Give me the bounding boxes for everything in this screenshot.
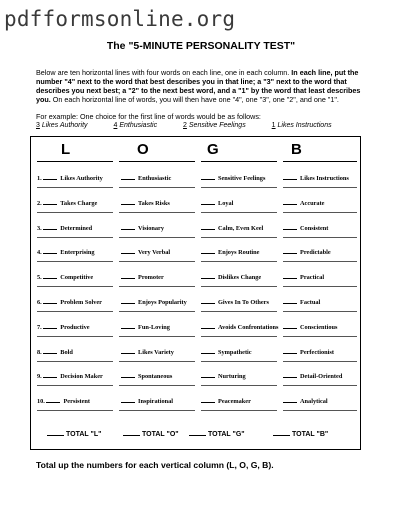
- word-cell: [201, 249, 259, 256]
- word-cell: [121, 299, 187, 306]
- word-cell: [201, 349, 252, 356]
- word-label: Enjoys Routine: [218, 249, 260, 257]
- word-label: Gives In To Others: [218, 299, 269, 306]
- row-line: [283, 187, 357, 188]
- score-blank[interactable]: [201, 229, 215, 230]
- instructions-part1: Below are ten horizontal lines with four words on each line, one in each column.: [36, 68, 290, 77]
- row-line: [37, 410, 113, 411]
- word-label: Consistent: [300, 224, 329, 232]
- word-label: Sensitive Feelings: [218, 175, 266, 182]
- score-blank[interactable]: [283, 353, 297, 354]
- score-blank[interactable]: [201, 377, 215, 378]
- score-blank[interactable]: [283, 253, 297, 254]
- word-cell: [37, 175, 103, 182]
- row-line: [283, 336, 357, 337]
- score-blank[interactable]: [121, 179, 135, 180]
- row-line: [37, 286, 113, 287]
- row-number: 3.: [37, 224, 44, 232]
- score-blank[interactable]: [121, 229, 135, 230]
- row-line: [201, 237, 277, 238]
- word-cell: [201, 299, 269, 306]
- word-cell: [283, 225, 328, 232]
- word-cell: [283, 299, 320, 306]
- score-blank[interactable]: [121, 353, 135, 354]
- word-label: Visionary: [138, 224, 165, 232]
- row-line: [283, 410, 357, 411]
- row-line: [119, 261, 195, 262]
- row-number: 1.: [37, 175, 44, 182]
- score-blank[interactable]: [201, 353, 215, 354]
- score-blank[interactable]: [43, 204, 57, 205]
- word-cell: [283, 398, 328, 405]
- score-blank[interactable]: [121, 328, 135, 329]
- header-line: [201, 161, 277, 162]
- score-blank[interactable]: [43, 229, 57, 230]
- table-row: [31, 218, 360, 243]
- word-label: Practical: [300, 274, 325, 282]
- row-number: 2.: [37, 199, 44, 207]
- score-blank[interactable]: [43, 253, 57, 254]
- row-line: [283, 237, 357, 238]
- example-item: 4 Enthusiastic: [113, 122, 158, 129]
- row-line: [283, 286, 357, 287]
- row-number: 10.: [37, 398, 47, 406]
- word-cell: [37, 349, 73, 356]
- table-row: [31, 267, 360, 292]
- score-blank[interactable]: [43, 278, 57, 279]
- row-line: [119, 336, 195, 337]
- score-blank[interactable]: [201, 303, 215, 304]
- row-line: [119, 361, 195, 362]
- word-cell: [37, 299, 102, 306]
- word-label: Factual: [300, 299, 321, 306]
- row-number: 9.: [37, 373, 44, 381]
- row-number: 7.: [37, 323, 44, 331]
- total-l: TOTAL "L": [47, 431, 101, 438]
- score-blank[interactable]: [121, 402, 135, 403]
- row-line: [119, 187, 195, 188]
- word-cell: [37, 200, 97, 207]
- word-label: Enthusiastic: [138, 175, 172, 182]
- page-title: The "5-MINUTE PERSONALITY TEST": [106, 40, 296, 52]
- row-line: [283, 311, 357, 312]
- word-label: Loyal: [218, 199, 234, 207]
- word-cell: [121, 225, 164, 232]
- word-label: Perfectionist: [300, 348, 334, 356]
- word-cell: [283, 324, 337, 331]
- word-label: Predictable: [300, 249, 331, 257]
- score-blank[interactable]: [43, 377, 57, 378]
- word-label: Analytical: [300, 398, 328, 406]
- word-label: Decision Maker: [60, 373, 103, 381]
- score-blank[interactable]: [201, 179, 215, 180]
- row-line: [201, 261, 277, 262]
- total-b: TOTAL "B": [273, 431, 328, 438]
- word-cell: [201, 398, 251, 405]
- column-header-l: L: [61, 141, 71, 158]
- table-row: [31, 168, 360, 193]
- row-line: [37, 212, 113, 213]
- word-cell: [37, 225, 92, 232]
- score-blank[interactable]: [283, 402, 297, 403]
- row-line: [201, 410, 277, 411]
- row-line: [37, 336, 113, 337]
- word-label: Enjoys Popularity: [138, 299, 187, 306]
- footer-instruction: Total up the numbers for each vertical column (L, O, G, B).: [36, 460, 274, 470]
- totals-row: [31, 431, 360, 445]
- score-blank[interactable]: [121, 204, 135, 205]
- word-cell: [201, 225, 263, 232]
- word-label: Bold: [60, 348, 73, 356]
- instructions-part3: On each horizontal line of words, you will then have one "4", one "3", one "2", and one "1".: [50, 94, 339, 104]
- header-line: [37, 161, 113, 162]
- score-blank[interactable]: [201, 278, 215, 279]
- score-blank[interactable]: [121, 377, 135, 378]
- column-header-o: O: [137, 141, 149, 158]
- word-cell: [201, 324, 278, 331]
- row-line: [201, 311, 277, 312]
- row-line: [119, 385, 195, 386]
- word-label: Competitive: [60, 274, 94, 282]
- table-row: [31, 317, 360, 342]
- word-cell: [121, 200, 170, 207]
- example-item: 3 Likes Authority: [36, 122, 88, 129]
- word-label: Persistent: [63, 398, 91, 406]
- word-label: Dislikes Change: [218, 274, 262, 282]
- word-label: Likes Authority: [60, 175, 103, 182]
- row-line: [201, 336, 277, 337]
- personality-table: [30, 136, 361, 450]
- row-line: [283, 361, 357, 362]
- score-blank[interactable]: [283, 204, 297, 205]
- row-line: [119, 311, 195, 312]
- column-headers: [31, 141, 360, 161]
- word-label: Inspirational: [138, 398, 173, 406]
- word-label: Productive: [60, 323, 90, 331]
- total-blank[interactable]: [189, 435, 206, 436]
- row-line: [37, 187, 113, 188]
- example-item: 1 Likes Instructions: [271, 122, 332, 129]
- row-line: [37, 385, 113, 386]
- row-line: [201, 361, 277, 362]
- header-line: [119, 161, 195, 162]
- watermark: pdfformsonline.org: [4, 7, 236, 31]
- word-cell: [201, 274, 261, 281]
- row-line: [37, 361, 113, 362]
- word-cell: [283, 249, 331, 256]
- word-cell: [283, 274, 324, 281]
- row-line: [37, 261, 113, 262]
- word-cell: [37, 373, 103, 380]
- score-blank[interactable]: [283, 328, 297, 329]
- row-number: 5.: [37, 274, 44, 282]
- row-line: [119, 212, 195, 213]
- table-row: [31, 193, 360, 218]
- score-blank[interactable]: [283, 229, 297, 230]
- column-header-b: B: [291, 141, 302, 158]
- word-label: Determined: [60, 224, 93, 232]
- score-blank[interactable]: [121, 303, 135, 304]
- total-g: TOTAL "G": [189, 431, 245, 438]
- word-cell: [121, 373, 172, 380]
- row-line: [283, 261, 357, 262]
- row-line: [119, 410, 195, 411]
- word-cell: [121, 175, 171, 182]
- word-label: Likes Instructions: [300, 175, 349, 182]
- example-intro: For example: One choice for the first line of words would be as follows:: [36, 112, 261, 121]
- word-cell: [201, 175, 265, 182]
- total-blank[interactable]: [47, 435, 64, 436]
- row-number: 4.: [37, 249, 44, 257]
- example-item: 2 Sensitive Feelings: [183, 122, 246, 129]
- word-cell: [121, 249, 170, 256]
- score-blank[interactable]: [121, 253, 135, 254]
- row-line: [37, 311, 113, 312]
- row-line: [119, 286, 195, 287]
- score-blank[interactable]: [201, 204, 215, 205]
- word-label: Accurate: [300, 199, 325, 207]
- score-blank[interactable]: [46, 402, 60, 403]
- row-line: [201, 385, 277, 386]
- word-label: Fun-Loving: [138, 323, 170, 331]
- score-blank[interactable]: [43, 328, 57, 329]
- word-label: Likes Variety: [138, 348, 174, 356]
- word-cell: [201, 200, 233, 207]
- row-line: [283, 212, 357, 213]
- word-label: Conscientious: [300, 323, 338, 331]
- score-blank[interactable]: [283, 179, 297, 180]
- word-label: Promoter: [138, 274, 164, 282]
- table-row: [31, 292, 360, 317]
- word-label: Peacemaker: [218, 398, 251, 406]
- word-label: Detail-Oriented: [300, 373, 343, 381]
- word-label: Enterprising: [60, 249, 95, 257]
- row-line: [283, 385, 357, 386]
- instructions-paragraph: [36, 69, 376, 105]
- word-label: Problem Solver: [60, 299, 102, 306]
- total-blank[interactable]: [273, 435, 290, 436]
- header-line: [283, 161, 357, 162]
- word-label: Calm, Even Keel: [218, 224, 264, 232]
- total-o: TOTAL "O": [123, 431, 179, 438]
- score-blank[interactable]: [43, 353, 57, 354]
- row-number: 6.: [37, 299, 44, 306]
- word-cell: [37, 398, 90, 405]
- score-blank[interactable]: [121, 278, 135, 279]
- table-row: [31, 366, 360, 391]
- total-blank[interactable]: [123, 435, 140, 436]
- instructions-part2: In each line, put the number "4" next to the word that best describes you in that line; a "3" next to the word that describes you next best; a "2" to the next best word, and a "1" by the word that least describes you.: [36, 68, 361, 104]
- word-label: Nurturing: [218, 373, 246, 381]
- word-cell: [121, 324, 170, 331]
- row-line: [201, 286, 277, 287]
- row-number: 8.: [37, 348, 44, 356]
- row-line: [201, 187, 277, 188]
- word-label: Takes Risks: [138, 199, 170, 207]
- score-blank[interactable]: [43, 179, 57, 180]
- row-line: [37, 237, 113, 238]
- row-line: [201, 212, 277, 213]
- word-cell: [121, 398, 173, 405]
- word-label: Takes Charge: [60, 199, 98, 207]
- word-cell: [201, 373, 246, 380]
- example-row: [36, 122, 376, 129]
- word-cell: [37, 249, 95, 256]
- word-cell: [121, 349, 174, 356]
- score-blank[interactable]: [201, 253, 215, 254]
- column-header-g: G: [207, 141, 219, 158]
- word-cell: [37, 274, 93, 281]
- score-blank[interactable]: [43, 303, 57, 304]
- word-cell: [283, 373, 342, 380]
- row-line: [119, 237, 195, 238]
- table-row: [31, 391, 360, 416]
- word-cell: [121, 274, 164, 281]
- word-label: Very Verbal: [138, 249, 171, 257]
- table-row: [31, 242, 360, 267]
- score-blank[interactable]: [283, 377, 297, 378]
- table-row: [31, 342, 360, 367]
- score-blank[interactable]: [201, 402, 215, 403]
- word-cell: [283, 175, 349, 182]
- word-cell: [283, 200, 324, 207]
- word-label: Avoids Confrontations: [218, 323, 279, 331]
- word-label: Sympathetic: [218, 348, 252, 356]
- score-blank[interactable]: [201, 328, 215, 329]
- word-cell: [283, 349, 334, 356]
- word-label: Spontaneous: [138, 373, 173, 381]
- word-cell: [37, 324, 90, 331]
- score-blank[interactable]: [283, 278, 297, 279]
- score-blank[interactable]: [283, 303, 297, 304]
